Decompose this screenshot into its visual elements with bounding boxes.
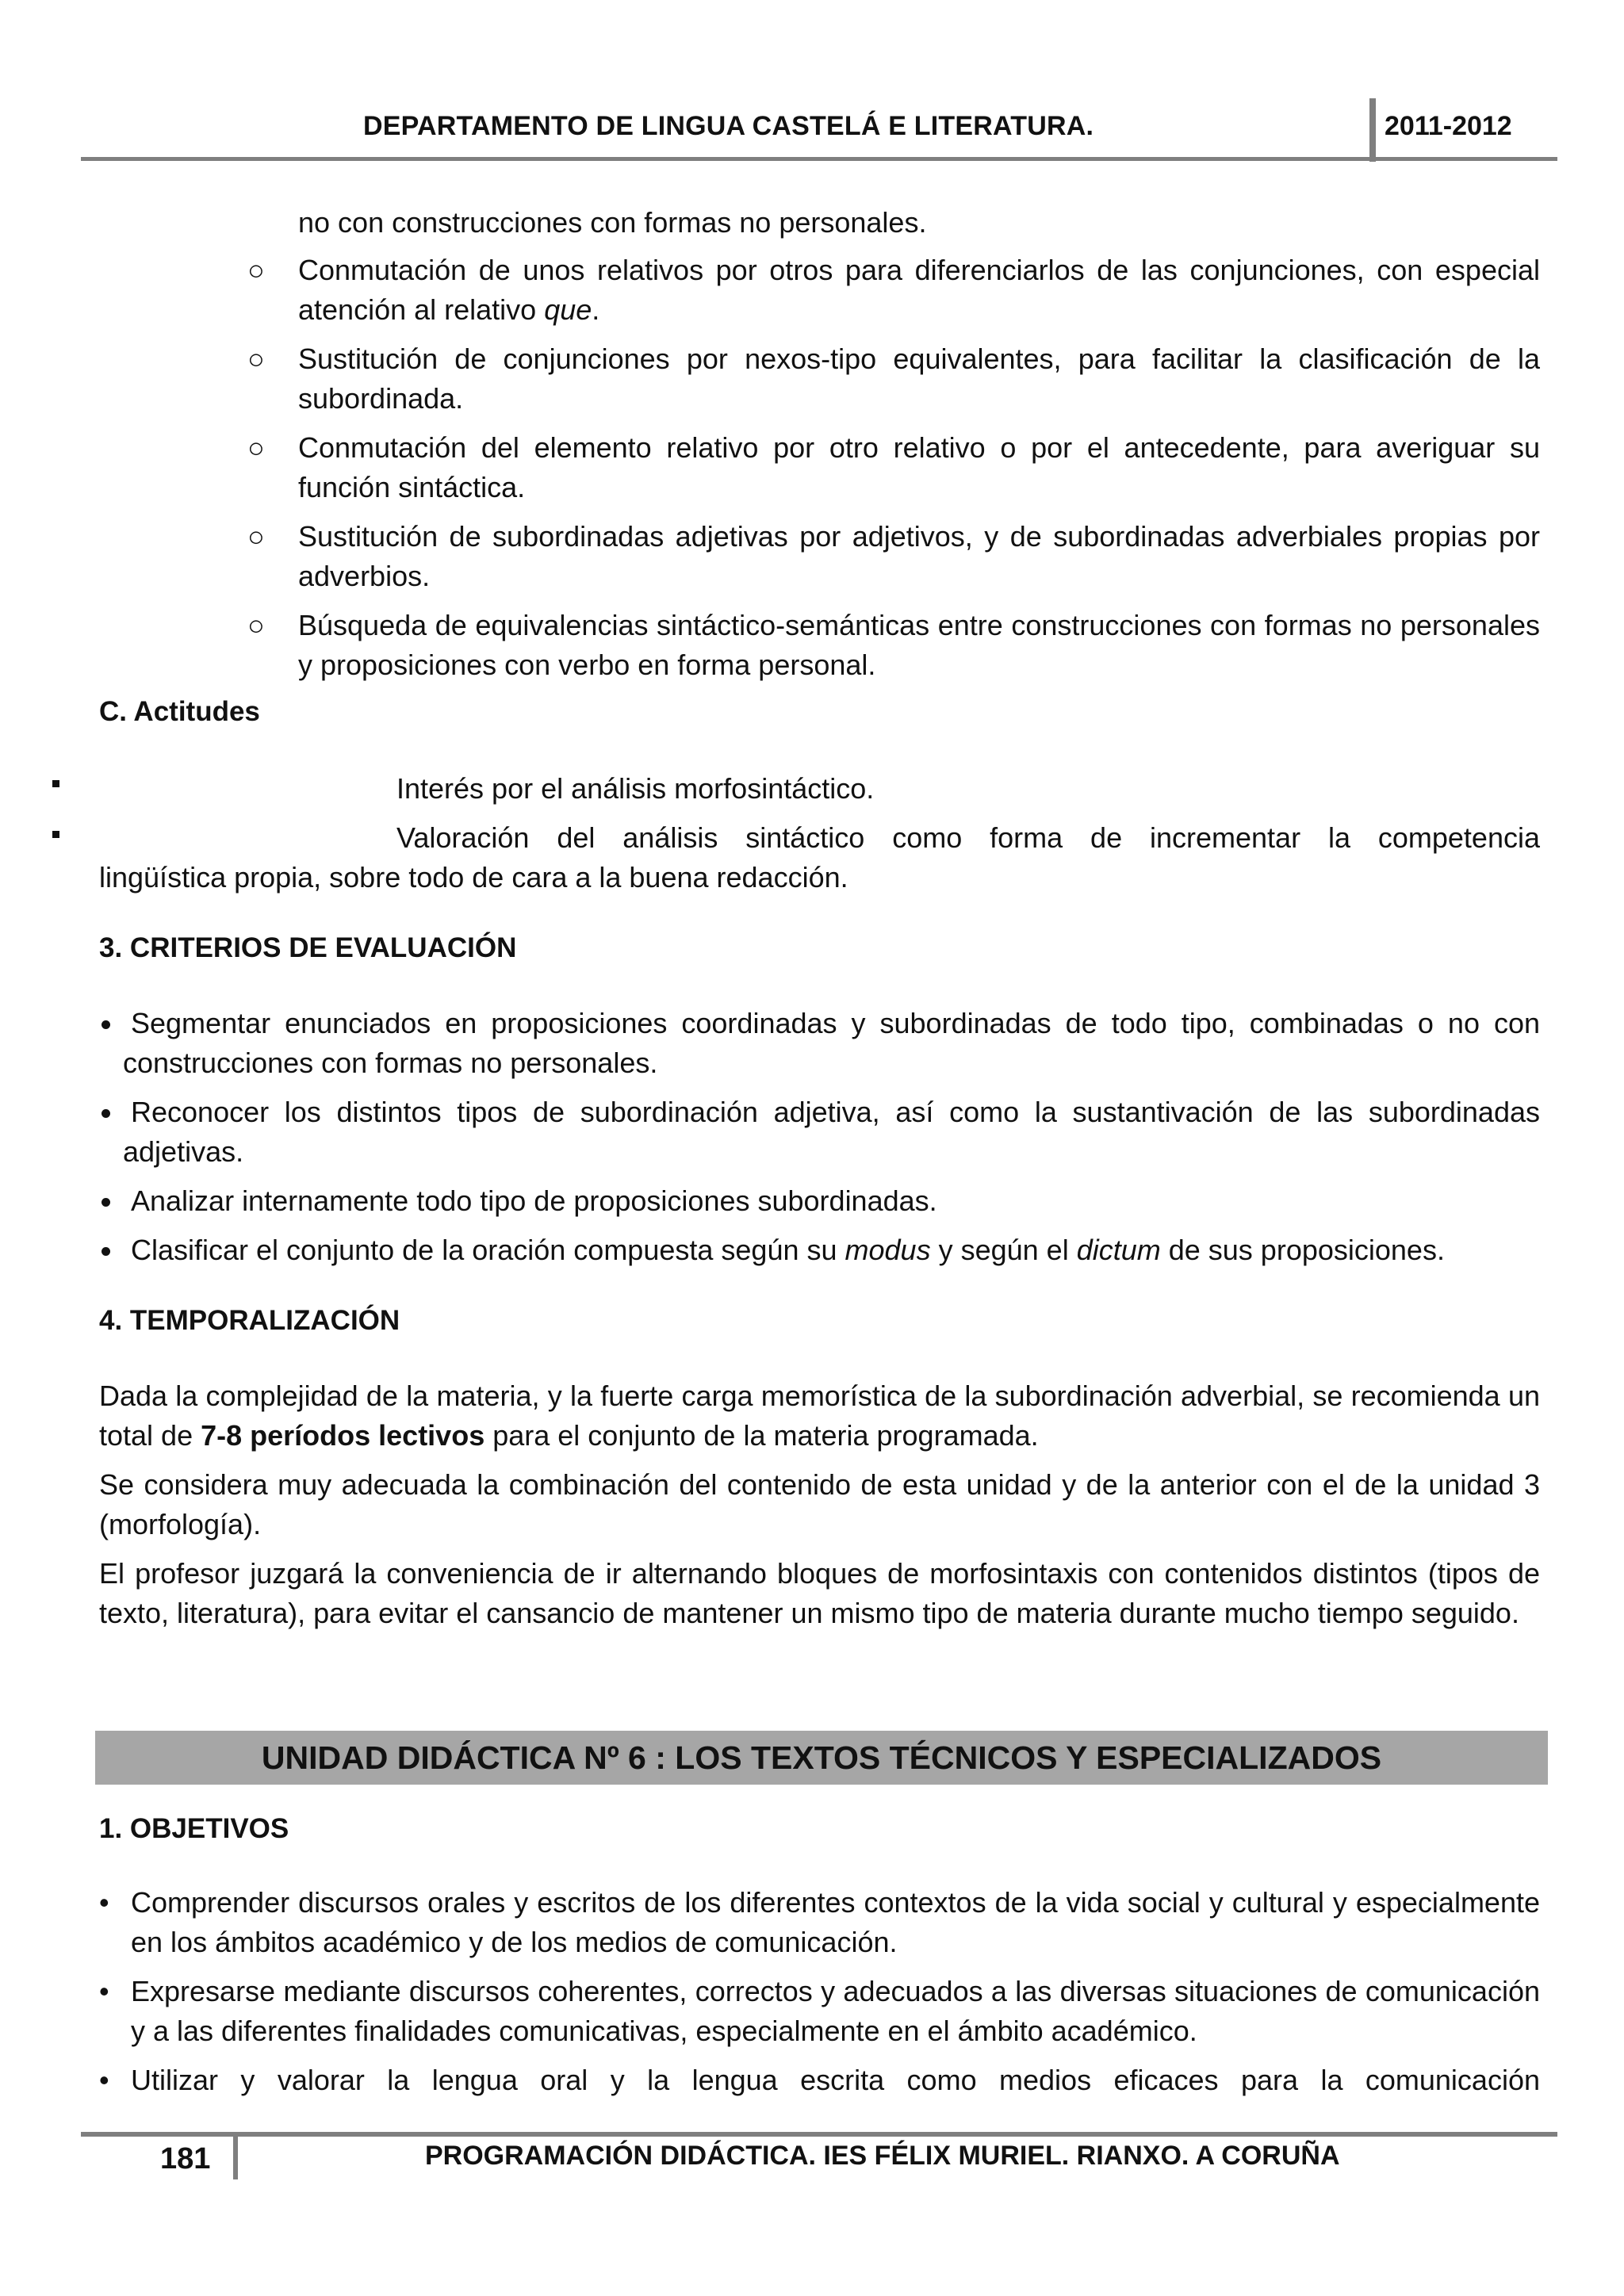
header-rule [81, 157, 1557, 161]
temporalizacion-heading: 4. TEMPORALIZACIÓN [99, 1305, 400, 1336]
bullet-dot-icon [102, 1020, 110, 1029]
temporalizacion-paragraph: El profesor juzgará la conveniencia de ir alternando bloques de morfosintaxis con contenidos distintos (tipos de texto, literatura), para evitar el cansancio de mantener un mismo tipo de materia durante mucho tiempo seguido. [99, 1557, 1540, 1629]
procedure-item: Búsqueda de equivalencias sintáctico-semánticas entre construcciones con formas no personales y proposiciones con verbo en forma personal. [298, 609, 1540, 681]
actitudes-heading: C. Actitudes [99, 696, 260, 727]
criterio-item: Segmentar enunciados en proposiciones coordinadas y subordinadas de todo tipo, combinadas o no con construcciones con formas no personales. [123, 1007, 1540, 1079]
paragraph-text: para el conjunto de la materia programada. [485, 1419, 1039, 1452]
criterio-item: Analizar internamente todo tipo de proposiciones subordinadas. [131, 1184, 937, 1217]
objetivo-marker: • [99, 1975, 109, 2007]
actitud-item-line2: lingüística propia, sobre todo de cara a la buena redacción. [99, 861, 848, 894]
objetivos-heading: 1. OBJETIVOS [99, 1813, 289, 1844]
objetivo-item: Expresarse mediante discursos coherentes, correctos y adecuados a las diversas situaciones de comunicación y a las diferentes finalidades comunicativas, especialmente en el ámbito académico. [131, 1975, 1540, 2047]
footer-divider [233, 2132, 238, 2179]
procedure-italic: que [544, 293, 592, 326]
page-number: 181 [160, 2142, 211, 2175]
paragraph-text: Dada la complejidad de la materia, y la fuerte carga memorística de la subordinación adverbial, se recomienda un total de [99, 1380, 1540, 1452]
footer-title: PROGRAMACIÓN DIDÁCTICA. IES FÉLIX MURIEL. RIANXO. A CORUÑA [425, 2141, 1340, 2171]
procedure-text: Conmutación de unos relativos por otros para diferenciarlos de las conjunciones, con especial atención al relativo [298, 254, 1540, 326]
square-bullet-icon [52, 780, 59, 787]
header-divider [1369, 98, 1376, 162]
procedure-marker: ○ [247, 431, 265, 464]
procedure-marker: ○ [247, 609, 265, 641]
criterio-text: de sus proposiciones. [1160, 1234, 1445, 1266]
procedure-item: Sustitución de conjunciones por nexos-tipo equivalentes, para facilitar la clasificación de la subordinada. [298, 342, 1540, 415]
procedure-continuation: no con construcciones con formas no personales. [298, 206, 927, 239]
objetivo-item: Utilizar y valorar la lengua oral y la lengua escrita como medios eficaces para la comunicación [131, 2064, 1540, 2096]
unit-title-band [95, 1731, 1548, 1785]
bullet-dot-icon [102, 1109, 110, 1118]
criterio-item [131, 1230, 1540, 1270]
procedure-item: Conmutación del elemento relativo por otro relativo o por el antecedente, para averiguar su función sintáctica. [298, 431, 1540, 503]
procedure-marker: ○ [247, 520, 265, 553]
criterio-item: Reconocer los distintos tipos de subordinación adjetiva, así como la sustantivación de las subordinadas adjetivas. [123, 1096, 1540, 1168]
actitud-item: Interés por el análisis morfosintáctico. [396, 772, 875, 805]
procedure-item [298, 251, 1540, 330]
header-year: 2011-2012 [1385, 111, 1512, 141]
temporalizacion-paragraph [99, 1376, 1540, 1456]
procedure-marker: ○ [247, 254, 265, 286]
paragraph-bold: 7-8 períodos lectivos [201, 1419, 485, 1452]
bullet-dot-icon [102, 1198, 110, 1207]
objetivo-marker: • [99, 1886, 109, 1919]
objetivo-marker: • [99, 2064, 109, 2096]
criterios-heading: 3. CRITERIOS DE EVALUACIÓN [99, 932, 517, 963]
criterio-text: Clasificar el conjunto de la oración compuesta según su [131, 1234, 845, 1266]
header-department: DEPARTAMENTO DE LINGUA CASTELÁ E LITERATURA. [363, 111, 1094, 141]
procedure-item: Sustitución de subordinadas adjetivas por adjetivos, y de subordinadas adverbiales propias por adverbios. [298, 520, 1540, 592]
objetivo-item: Comprender discursos orales y escritos de los diferentes contextos de la vida social y cultural y especialmente en los ámbitos académico y de los medios de comunicación. [131, 1886, 1540, 1958]
bullet-dot-icon [102, 1247, 110, 1256]
procedure-tail: . [592, 293, 600, 326]
criterio-italic-modus: modus [845, 1234, 931, 1266]
procedure-marker: ○ [247, 342, 265, 375]
criterio-italic-dictum: dictum [1076, 1234, 1161, 1266]
unit-title: UNIDAD DIDÁCTICA Nº 6 : LOS TEXTOS TÉCNICOS Y ESPECIALIZADOS [261, 1739, 1382, 1776]
temporalizacion-paragraph: Se considera muy adecuada la combinación del contenido de esta unidad y de la anterior con el de la unidad 3 (morfología). [99, 1468, 1540, 1540]
square-bullet-icon [52, 831, 59, 838]
footer-rule [81, 2132, 1557, 2137]
criterio-text: y según el [930, 1234, 1077, 1266]
actitud-item-line1: Valoración del análisis sintáctico como forma de incrementar la competencia [396, 821, 1540, 854]
